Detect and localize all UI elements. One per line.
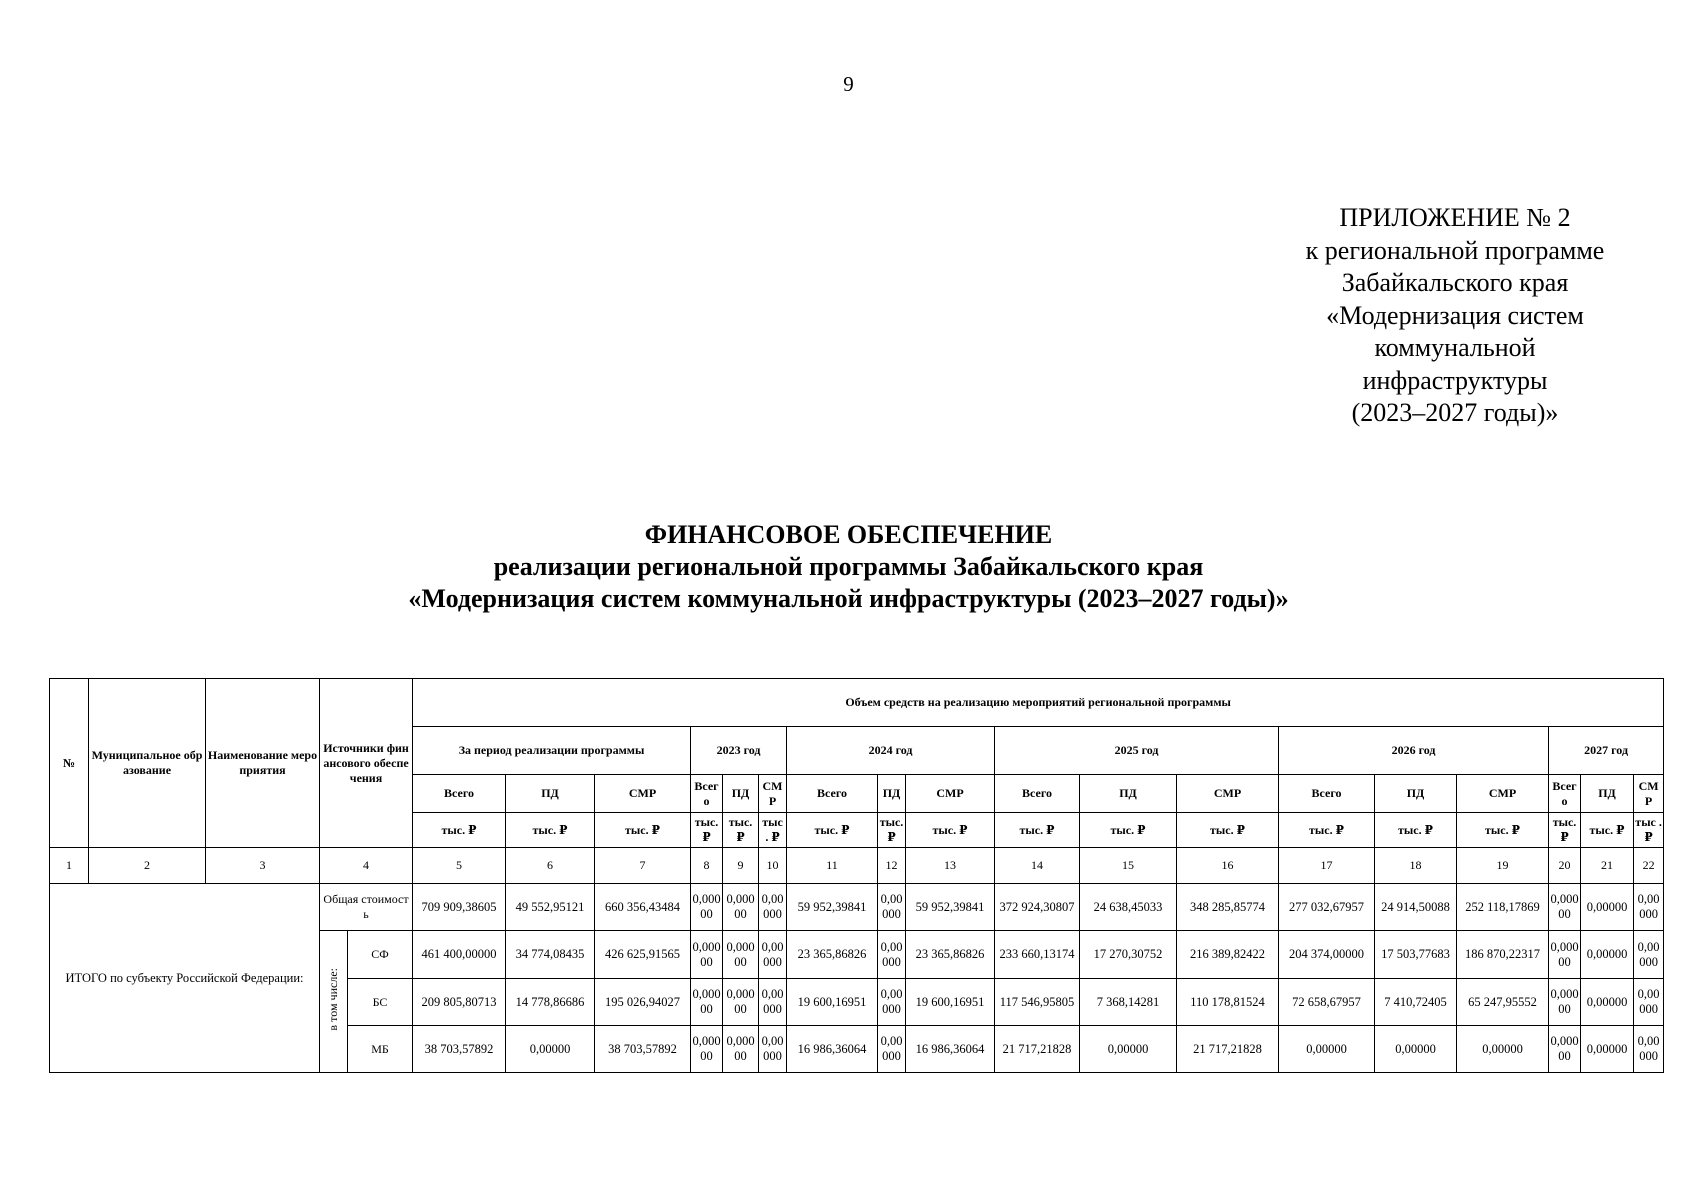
appendix-line: коммунальной (1374, 333, 1536, 362)
value-cell: 117 546,95805 (995, 979, 1080, 1026)
header-sources: Источники финансового обеспечения (320, 679, 413, 848)
unit-label: тыс. ₽ (995, 813, 1080, 848)
value-cell: 59 952,39841 (906, 884, 995, 931)
value-cell: 0,00000 (506, 1026, 595, 1073)
value-cell: 16 986,36064 (787, 1026, 878, 1073)
value-cell: 0,00000 (691, 884, 723, 931)
value-cell: 660 356,43484 (595, 884, 691, 931)
column-number: 20 (1549, 848, 1581, 884)
value-cell: 0,00000 (691, 979, 723, 1026)
header-volume: Объем средств на реализацию мероприятий региональной программы (413, 679, 1664, 727)
value-cell: 0,00000 (1634, 931, 1664, 979)
including-label (320, 931, 348, 1073)
value-cell: 709 909,38605 (413, 884, 506, 931)
value-cell: 0,00000 (1634, 1026, 1664, 1073)
unit-label: тыс. ₽ (787, 813, 878, 848)
value-cell: 209 805,80713 (413, 979, 506, 1026)
value-cell: 0,00000 (1549, 931, 1581, 979)
subheader-pd: ПД (1080, 775, 1177, 813)
column-number: 3 (206, 848, 320, 884)
value-cell: 0,00000 (723, 931, 759, 979)
subheader-smr: СМ Р (1634, 775, 1664, 813)
value-cell: 233 660,13174 (995, 931, 1080, 979)
header-event: Наименование мероприятия (206, 679, 320, 848)
value-cell: 0,00000 (878, 931, 906, 979)
value-cell: 0,00000 (759, 884, 787, 931)
column-number: 1 (50, 848, 89, 884)
column-number: 18 (1375, 848, 1457, 884)
appendix-line: (2023–2027 годы)» (1351, 398, 1559, 427)
value-cell: 0,00000 (878, 1026, 906, 1073)
unit-label: тыс. ₽ (506, 813, 595, 848)
value-cell: 216 389,82422 (1177, 931, 1279, 979)
appendix-line: инфраструктуры (1362, 365, 1548, 395)
value-cell: 23 365,86826 (906, 931, 995, 979)
column-number: 11 (787, 848, 878, 884)
value-cell: 0,00000 (1634, 979, 1664, 1026)
subheader-total: Всего (787, 775, 878, 813)
unit-label: тыс. ₽ (1177, 813, 1279, 848)
value-cell: 0,00000 (1080, 1026, 1177, 1073)
subheader-smr: СМ Р (759, 775, 787, 813)
title-line: ФИНАНСОВОЕ ОБЕСПЕЧЕНИЕ (644, 520, 1053, 549)
header-period-total: За период реализации программы (413, 727, 691, 775)
unit-label: тыс. ₽ (1279, 813, 1375, 848)
column-number: 2 (89, 848, 206, 884)
column-number: 4 (320, 848, 413, 884)
value-cell: 0,00000 (878, 979, 906, 1026)
column-number: 9 (723, 848, 759, 884)
value-cell: 7 368,14281 (1080, 979, 1177, 1026)
value-cell: 0,00000 (1375, 1026, 1457, 1073)
value-cell: 14 778,86686 (506, 979, 595, 1026)
page-number: 9 (843, 72, 854, 96)
value-cell: 0,00000 (723, 979, 759, 1026)
header-year-2026: 2026 год (1279, 727, 1549, 775)
appendix-block (1275, 202, 1635, 430)
value-cell: 38 703,57892 (595, 1026, 691, 1073)
column-number: 12 (878, 848, 906, 884)
appendix-line: «Модернизация систем (1326, 300, 1584, 330)
total-label: ИТОГО по субъекту Российской Федерации: (50, 884, 320, 1073)
value-cell: 0,00000 (691, 1026, 723, 1073)
subheader-total: Всег о (1549, 775, 1581, 813)
appendix-line: Забайкальского края (1341, 268, 1569, 297)
value-cell: 0,00000 (1279, 1026, 1375, 1073)
value-cell: 0,00000 (691, 931, 723, 979)
appendix-line: ПРИЛОЖЕНИЕ № 2 (1339, 203, 1571, 232)
subheader-pd: ПД (506, 775, 595, 813)
value-cell: 195 026,94027 (595, 979, 691, 1026)
value-cell: 24 914,50088 (1375, 884, 1457, 931)
value-cell: 19 600,16951 (787, 979, 878, 1026)
unit-label: тыс. ₽ (1375, 813, 1457, 848)
unit-label: тыс. ₽ (1549, 813, 1581, 848)
column-number: 13 (906, 848, 995, 884)
value-cell: 0,00000 (1581, 931, 1634, 979)
subheader-smr: СМР (1457, 775, 1549, 813)
unit-label: тыс. ₽ (1080, 813, 1177, 848)
source-cell: БС (348, 979, 413, 1026)
value-cell: 0,00000 (878, 884, 906, 931)
column-number: 5 (413, 848, 506, 884)
column-number: 6 (506, 848, 595, 884)
header-year-2027: 2027 год (1549, 727, 1664, 775)
value-cell: 34 774,08435 (506, 931, 595, 979)
subheader-pd: ПД (1375, 775, 1457, 813)
value-cell: 24 638,45033 (1080, 884, 1177, 931)
subheader-smr: СМР (906, 775, 995, 813)
column-number: 15 (1080, 848, 1177, 884)
value-cell: 186 870,22317 (1457, 931, 1549, 979)
value-cell: 19 600,16951 (906, 979, 995, 1026)
source-cell: Общая стоимость (320, 884, 413, 931)
value-cell: 65 247,95552 (1457, 979, 1549, 1026)
column-number: 16 (1177, 848, 1279, 884)
value-cell: 49 552,95121 (506, 884, 595, 931)
value-cell: 0,00000 (1457, 1026, 1549, 1073)
value-cell: 110 178,81524 (1177, 979, 1279, 1026)
value-cell: 0,00000 (1549, 884, 1581, 931)
value-cell: 21 717,21828 (995, 1026, 1080, 1073)
value-cell: 0,00000 (1581, 884, 1634, 931)
value-cell: 0,00000 (1549, 979, 1581, 1026)
subheader-pd: ПД (878, 775, 906, 813)
column-number: 8 (691, 848, 723, 884)
subheader-total: Всег о (691, 775, 723, 813)
title-line: «Модернизация систем коммунальной инфраструктуры (2023–2027 годы)» (408, 584, 1289, 613)
value-cell: 0,00000 (759, 931, 787, 979)
subheader-pd: ПД (1581, 775, 1634, 813)
column-number: 17 (1279, 848, 1375, 884)
title-line: реализации региональной программы Забайкальского края (493, 552, 1204, 581)
value-cell: 59 952,39841 (787, 884, 878, 931)
unit-label: тыс. ₽ (413, 813, 506, 848)
value-cell: 17 270,30752 (1080, 931, 1177, 979)
subheader-pd: ПД (723, 775, 759, 813)
value-cell: 7 410,72405 (1375, 979, 1457, 1026)
subheader-total: Всего (995, 775, 1080, 813)
column-number: 22 (1634, 848, 1664, 884)
column-number: 14 (995, 848, 1080, 884)
value-cell: 426 625,91565 (595, 931, 691, 979)
unit-label: тыс. ₽ (1581, 813, 1634, 848)
unit-label: тыс. ₽ (723, 813, 759, 848)
column-number: 19 (1457, 848, 1549, 884)
column-number: 10 (759, 848, 787, 884)
value-cell: 0,00000 (759, 979, 787, 1026)
unit-label: тыс. ₽ (906, 813, 995, 848)
table-row (50, 884, 1664, 931)
subheader-smr: СМР (595, 775, 691, 813)
value-cell: 0,00000 (723, 884, 759, 931)
value-cell: 23 365,86826 (787, 931, 878, 979)
header-year-2024: 2024 год (787, 727, 995, 775)
value-cell: 0,00000 (1581, 1026, 1634, 1073)
subheader-total: Всего (1279, 775, 1375, 813)
financing-table (49, 678, 1664, 1073)
header-year-2025: 2025 год (995, 727, 1279, 775)
value-cell: 17 503,77683 (1375, 931, 1457, 979)
value-cell: 0,00000 (759, 1026, 787, 1073)
unit-label: тыс. ₽ (1457, 813, 1549, 848)
appendix-line: к региональной программе (1305, 235, 1605, 265)
unit-label: тыс. ₽ (691, 813, 723, 848)
subheader-smr: СМР (1177, 775, 1279, 813)
value-cell: 461 400,00000 (413, 931, 506, 979)
subheader-total: Всего (413, 775, 506, 813)
source-cell: СФ (348, 931, 413, 979)
header-year-2023: 2023 год (691, 727, 787, 775)
value-cell: 0,00000 (723, 1026, 759, 1073)
value-cell: 21 717,21828 (1177, 1026, 1279, 1073)
value-cell: 252 118,17869 (1457, 884, 1549, 931)
column-number: 7 (595, 848, 691, 884)
value-cell: 16 986,36064 (906, 1026, 995, 1073)
value-cell: 348 285,85774 (1177, 884, 1279, 931)
column-number: 21 (1581, 848, 1634, 884)
value-cell: 204 374,00000 (1279, 931, 1375, 979)
header-municipality: Муниципальное образование (89, 679, 206, 848)
value-cell: 372 924,30807 (995, 884, 1080, 931)
unit-label: тыс . ₽ (759, 813, 787, 848)
unit-label: тыс . ₽ (1634, 813, 1664, 848)
header-number: № (50, 679, 89, 848)
source-cell: МБ (348, 1026, 413, 1073)
value-cell: 0,00000 (1581, 979, 1634, 1026)
including-text: в том числе: (326, 968, 340, 1031)
value-cell: 277 032,67957 (1279, 884, 1375, 931)
value-cell: 0,00000 (1549, 1026, 1581, 1073)
value-cell: 38 703,57892 (413, 1026, 506, 1073)
value-cell: 72 658,67957 (1279, 979, 1375, 1026)
unit-label: тыс. ₽ (878, 813, 906, 848)
unit-label: тыс. ₽ (595, 813, 691, 848)
document-title (0, 519, 1697, 615)
column-number-row (50, 848, 1664, 884)
value-cell: 0,00000 (1634, 884, 1664, 931)
